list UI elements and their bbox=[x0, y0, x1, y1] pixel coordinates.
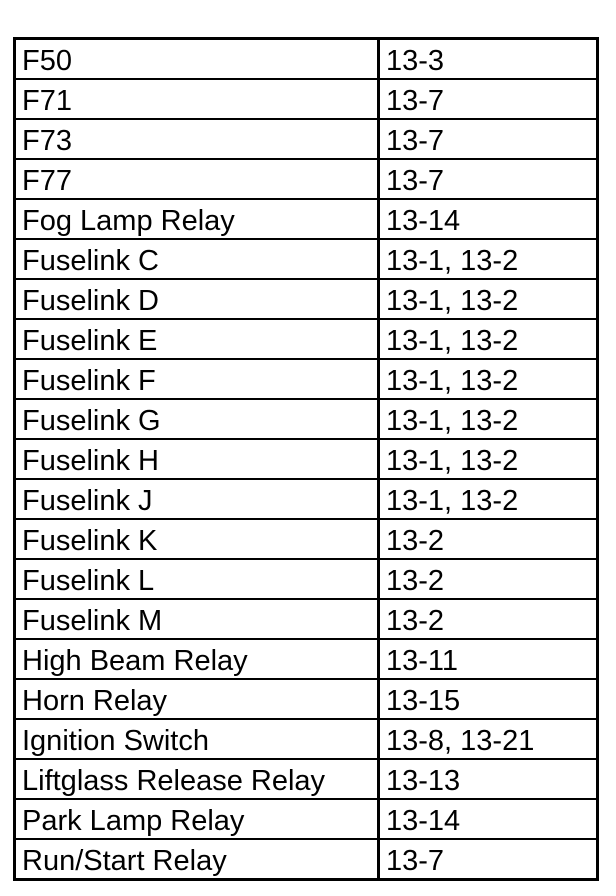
component-cell: Fuselink D bbox=[16, 280, 380, 318]
page-ref-cell: 13-7 bbox=[386, 845, 445, 877]
page-ref-cell: 13-7 bbox=[386, 85, 445, 117]
table-row bbox=[16, 278, 596, 318]
component-cell: F71 bbox=[16, 80, 380, 118]
component-cell: Park Lamp Relay bbox=[16, 800, 380, 838]
component-index-table bbox=[13, 37, 599, 881]
page-ref-cell: 13-7 bbox=[386, 125, 445, 157]
page-ref-cell: 13-1, 13-2 bbox=[386, 285, 519, 317]
component-cell: Fuselink C bbox=[16, 240, 380, 278]
page-ref-cell: 13-1, 13-2 bbox=[386, 325, 519, 357]
component-cell: High Beam Relay bbox=[16, 640, 380, 678]
component-cell: Fuselink G bbox=[16, 400, 380, 438]
component-cell: Run/Start Relay bbox=[16, 840, 380, 878]
page-ref-cell: 13-14 bbox=[386, 805, 461, 837]
page-ref-cell: 13-1, 13-2 bbox=[386, 245, 519, 277]
table-row bbox=[16, 598, 596, 638]
table-row bbox=[16, 838, 596, 878]
page-ref-cell: 13-1, 13-2 bbox=[386, 485, 519, 517]
component-cell: Fog Lamp Relay bbox=[16, 200, 380, 238]
component-cell: Horn Relay bbox=[16, 680, 380, 718]
page-ref-cell: 13-14 bbox=[386, 205, 461, 237]
component-cell: Ignition Switch bbox=[16, 720, 380, 758]
table-row bbox=[16, 158, 596, 198]
table-row bbox=[16, 718, 596, 758]
component-cell: F73 bbox=[16, 120, 380, 158]
table-row bbox=[16, 638, 596, 678]
component-cell: Fuselink H bbox=[16, 440, 380, 478]
table-row bbox=[16, 438, 596, 478]
table-row bbox=[16, 40, 596, 78]
component-cell: Fuselink F bbox=[16, 360, 380, 398]
page-ref-cell: 13-8, 13-21 bbox=[386, 725, 535, 757]
table-row bbox=[16, 478, 596, 518]
table-row bbox=[16, 318, 596, 358]
page-ref-cell: 13-13 bbox=[386, 765, 461, 797]
component-cell: Fuselink L bbox=[16, 560, 380, 598]
page-ref-cell: 13-15 bbox=[386, 685, 461, 717]
page-ref-cell: 13-7 bbox=[386, 165, 445, 197]
table-row bbox=[16, 678, 596, 718]
table-row bbox=[16, 358, 596, 398]
component-cell: F50 bbox=[16, 40, 380, 78]
component-cell: Fuselink E bbox=[16, 320, 380, 358]
component-cell: F77 bbox=[16, 160, 380, 198]
table-row bbox=[16, 398, 596, 438]
page-ref-cell: 13-11 bbox=[386, 645, 459, 677]
page-ref-cell: 13-2 bbox=[386, 605, 445, 637]
table-row bbox=[16, 558, 596, 598]
page-ref-cell: 13-1, 13-2 bbox=[386, 365, 519, 397]
component-cell: Fuselink M bbox=[16, 600, 380, 638]
table-row bbox=[16, 238, 596, 278]
page-ref-cell: 13-3 bbox=[386, 45, 445, 77]
component-cell: Liftglass Release Relay bbox=[16, 760, 380, 798]
component-cell: Fuselink K bbox=[16, 520, 380, 558]
page-ref-cell: 13-2 bbox=[386, 525, 445, 557]
table-row bbox=[16, 198, 596, 238]
page-ref-cell: 13-1, 13-2 bbox=[386, 405, 519, 437]
table-row bbox=[16, 78, 596, 118]
page-ref-cell: 13-1, 13-2 bbox=[386, 445, 519, 477]
page-ref-cell: 13-2 bbox=[386, 565, 445, 597]
component-cell: Fuselink J bbox=[16, 480, 380, 518]
table-row bbox=[16, 518, 596, 558]
table-row bbox=[16, 758, 596, 798]
table-row bbox=[16, 798, 596, 838]
table-row bbox=[16, 118, 596, 158]
